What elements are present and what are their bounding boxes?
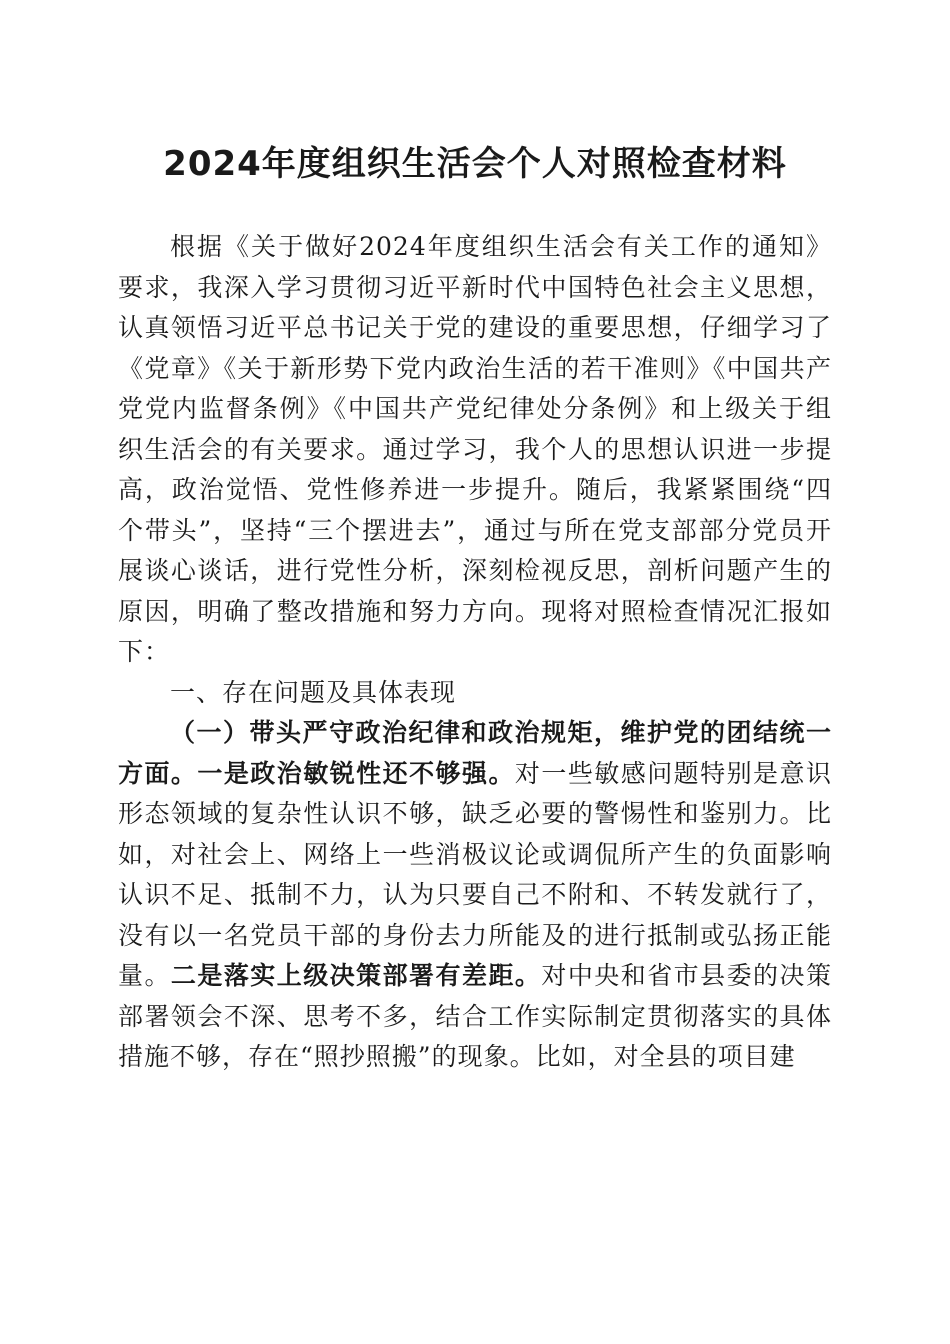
document-title: 2024年度组织生活会个人对照检查材料 bbox=[163, 144, 787, 184]
point-title: 二是落实上级决策部署有差距。 bbox=[170, 961, 542, 990]
subsection-heading: （一）带头严守政治纪律和政治规矩，维护党的团结统一方面。 bbox=[118, 718, 832, 788]
intro-paragraph: 根据《关于做好2024年度组织生活会有关工作的通知》要求，我深入学习贯彻习近平新时代中国特色社会主义思想，认真领悟习近平总书记关于党的建设的重要思想，仔细学习了《党章》《关于新形势下党内政治生活的若干准则》《中国共产党党内监督条例》《中国共产党纪律处分条例》和上级关于组织生活会的有关要求。通过学习，我个人的思想认识进一步提高，政治觉悟、党性修养进一步提升。随后，我紧紧围绕“四个带头”，坚持“三个摆进去”，通过与所在党支部部分党员开展谈心谈话，进行党性分析，深刻检视反思，剖析问题产生的原因，明确了整改措施和努力方向。现将对照检查情况汇报如下： bbox=[118, 232, 832, 666]
document-body bbox=[118, 227, 832, 1078]
point-title: 一是政治敏锐性还不够强。 bbox=[197, 758, 515, 788]
subsection-paragraph bbox=[118, 713, 832, 1078]
point-text: 对一些敏感问题特别是意识形态领域的复杂性认识不够，缺乏必要的警惕性和鉴别力。比如，对社会上、网络上一些消极议论或调侃所产生的负面影响认识不足、抵制不力，认为只要自己不附和、不转发就行了，没有以一名党员干部的身份去力所能及的进行抵制或弘扬正能量。 bbox=[118, 758, 832, 990]
point-text: 对中央和省市县委的决策部署领会不深、思考不多，结合工作实际制定贯彻落实的具体措施不够，存在“照抄照搬”的现象。比如，对全县的项目建 bbox=[118, 961, 832, 1071]
section-heading: 一、存在问题及具体表现 bbox=[170, 677, 457, 707]
